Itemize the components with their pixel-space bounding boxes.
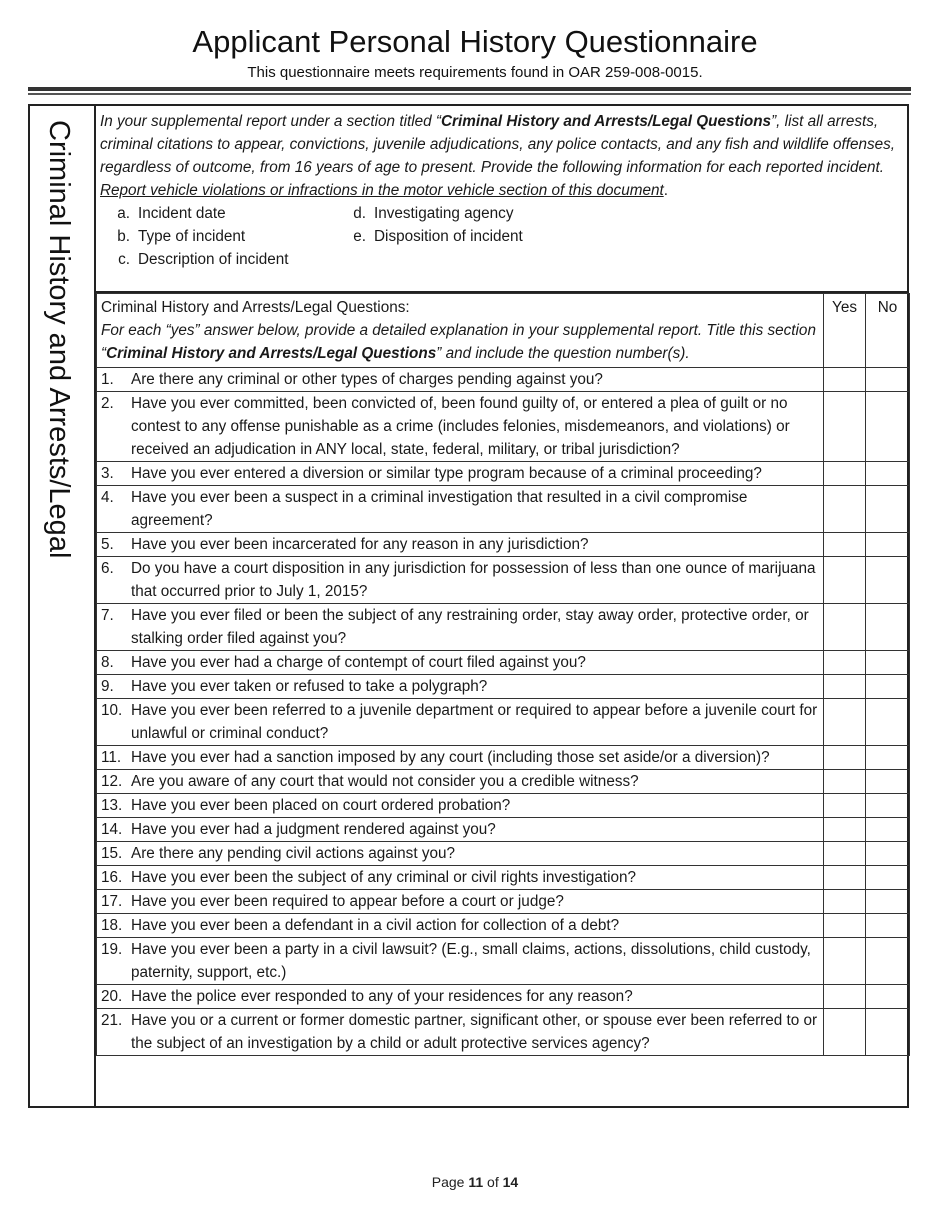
info-item-list (100, 202, 903, 271)
question-content (101, 746, 819, 769)
question-cell (97, 794, 824, 818)
questions-table (96, 293, 910, 1056)
question-row (97, 604, 910, 651)
question-row (97, 392, 910, 462)
no-answer-cell[interactable] (866, 533, 910, 557)
no-answer-cell[interactable] (866, 866, 910, 890)
question-text: Are you aware of any court that would not consider you a credible witness? (131, 773, 639, 790)
yes-answer-cell[interactable] (824, 746, 866, 770)
question-row (97, 368, 910, 392)
yes-answer-cell[interactable] (824, 675, 866, 699)
page-footer (0, 1174, 950, 1190)
info-items-right (336, 202, 572, 271)
no-answer-cell[interactable] (866, 557, 910, 604)
page-title: Applicant Personal History Questionnaire (192, 24, 758, 59)
question-text: Have you ever been a party in a civil lawsuit? (E.g., small claims, actions, dissolutions, child custody, paternity, support, etc.) (131, 941, 811, 981)
question-number: 18. (101, 917, 123, 934)
section-side-panel (30, 106, 96, 1106)
question-text: Are there any pending civil actions against you? (131, 845, 455, 862)
question-content (101, 770, 819, 793)
info-item-text: Incident date (138, 205, 226, 222)
question-cell (97, 368, 824, 392)
no-answer-cell[interactable] (866, 675, 910, 699)
yes-answer-cell[interactable] (824, 866, 866, 890)
question-content (101, 938, 819, 984)
question-number: 7. (101, 607, 114, 624)
question-content (101, 842, 819, 865)
yes-answer-cell[interactable] (824, 842, 866, 866)
question-row (97, 675, 910, 699)
yes-answer-cell[interactable] (824, 938, 866, 985)
question-cell (97, 533, 824, 557)
question-content (101, 866, 819, 889)
no-answer-cell[interactable] (866, 818, 910, 842)
question-row (97, 890, 910, 914)
question-row (97, 486, 910, 533)
question-cell (97, 818, 824, 842)
header-instr-bold: Criminal History and Arrests/Legal Questions (106, 345, 437, 362)
yes-answer-cell[interactable] (824, 462, 866, 486)
questions-header-cell (97, 294, 824, 368)
question-row (97, 938, 910, 985)
no-answer-cell[interactable] (866, 368, 910, 392)
questions-header-title: Criminal History and Arrests/Legal Questions: (101, 299, 410, 316)
no-answer-cell[interactable] (866, 699, 910, 746)
question-text: Have you ever been the subject of any criminal or civil rights investigation? (131, 869, 637, 886)
question-text: Have you ever taken or refused to take a polygraph? (131, 678, 488, 695)
page-header (0, 22, 950, 82)
page-subtitle: This questionnaire meets requirements found in OAR 259-008-0015. (247, 64, 703, 81)
question-cell (97, 651, 824, 675)
question-number: 4. (101, 489, 114, 506)
question-cell (97, 985, 824, 1009)
info-item-letter: b. (117, 228, 130, 245)
no-answer-cell[interactable] (866, 746, 910, 770)
question-row (97, 794, 910, 818)
header-rule-thin (28, 93, 911, 95)
question-row (97, 770, 910, 794)
no-answer-cell[interactable] (866, 462, 910, 486)
questions-header-row (97, 294, 910, 368)
question-content (101, 818, 819, 841)
question-content (101, 675, 819, 698)
question-text: Have you ever entered a diversion or similar type program because of a criminal proceeding? (131, 465, 762, 482)
yes-answer-cell[interactable] (824, 985, 866, 1009)
question-cell (97, 746, 824, 770)
footer-page-word: Page (431, 1174, 469, 1190)
info-item (100, 225, 336, 248)
no-answer-cell[interactable] (866, 842, 910, 866)
no-answer-cell[interactable] (866, 794, 910, 818)
no-answer-cell[interactable] (866, 486, 910, 533)
header-instr-part2: ” and include the question number(s). (436, 345, 690, 362)
question-text: Do you have a court disposition in any jurisdiction for possession of less than one ounce of marijuana that occurred prior to July 1, 2015? (131, 560, 816, 600)
question-cell (97, 770, 824, 794)
question-text: Have you ever been a suspect in a criminal investigation that resulted in a civil compromise agreement? (131, 489, 748, 529)
question-cell (97, 938, 824, 985)
yes-answer-cell[interactable] (824, 604, 866, 651)
question-number: 21. (101, 1012, 123, 1029)
no-answer-cell[interactable] (866, 770, 910, 794)
question-number: 14. (101, 821, 123, 838)
no-answer-cell[interactable] (866, 604, 910, 651)
question-number: 17. (101, 893, 123, 910)
question-cell (97, 557, 824, 604)
header-instr-part1: For each “yes” answer below, provide a detailed explanation in your supplemental report. Title this section “ (101, 322, 816, 362)
question-content (101, 914, 819, 937)
question-number: 12. (101, 773, 123, 790)
intro-section-title: Criminal History and Arrests/Legal Questions (440, 113, 772, 130)
question-text: Have you or a current or former domestic partner, significant other, or spouse ever been referred to or the subject of an investigation by a child or adult protective services agency? (131, 1012, 818, 1052)
question-text: Have you ever filed or been the subject of any restraining order, stay away order, protective order, or stalking order filed against you? (131, 607, 809, 647)
yes-answer-cell[interactable] (824, 557, 866, 604)
no-answer-cell[interactable] (866, 985, 910, 1009)
yes-answer-cell[interactable] (824, 699, 866, 746)
question-cell (97, 462, 824, 486)
yes-answer-cell[interactable] (824, 1009, 866, 1056)
info-item-letter: a. (117, 205, 130, 222)
question-text: Have you ever had a sanction imposed by any court (including those set aside/or a diversion)? (131, 749, 770, 766)
question-content (101, 557, 819, 603)
intro-text (100, 110, 903, 202)
info-item-text: Description of incident (138, 251, 289, 268)
no-answer-cell[interactable] (866, 890, 910, 914)
yes-answer-cell[interactable] (824, 486, 866, 533)
question-row (97, 746, 910, 770)
footer-page-number: 11 (468, 1174, 484, 1190)
question-text: Are there any criminal or other types of charges pending against you? (131, 371, 603, 388)
no-answer-cell[interactable] (866, 938, 910, 985)
yes-answer-cell[interactable] (824, 651, 866, 675)
question-cell (97, 890, 824, 914)
question-number: 5. (101, 536, 114, 553)
info-item-letter: d. (353, 205, 366, 222)
question-number: 9. (101, 678, 114, 695)
question-number: 16. (101, 869, 123, 886)
question-row (97, 818, 910, 842)
section-side-label: Criminal History and Arrests/Legal (43, 120, 75, 559)
question-number: 11. (101, 749, 122, 766)
question-number: 10. (101, 702, 123, 719)
question-content (101, 985, 819, 1008)
question-row (97, 1009, 910, 1056)
criminal-history-form (28, 104, 909, 1108)
intro-instructions (96, 106, 907, 293)
question-number: 19. (101, 941, 123, 958)
intro-part1: In your supplemental report under a section titled “ (100, 113, 441, 130)
question-content (101, 794, 819, 817)
question-text: Have you ever had a charge of contempt of court filed against you? (131, 654, 586, 671)
question-number: 2. (101, 395, 114, 412)
question-cell (97, 604, 824, 651)
info-item (100, 248, 336, 271)
no-answer-cell[interactable] (866, 392, 910, 462)
question-number: 3. (101, 465, 114, 482)
question-row (97, 842, 910, 866)
question-number: 8. (101, 654, 114, 671)
yes-answer-cell[interactable] (824, 533, 866, 557)
yes-answer-cell[interactable] (824, 794, 866, 818)
question-cell (97, 1009, 824, 1056)
question-content (101, 890, 819, 913)
question-text: Have you ever committed, been convicted of, been found guilty of, or entered a plea of guilt or no contest to any offense punishable as a crime (includes felonies, misdemeanors, and violations) or received an adjudication in ANY local, state, federal, military, or tribal jurisdiction? (131, 395, 790, 458)
footer-of-word: of (483, 1174, 503, 1190)
info-item-letter: c. (118, 251, 130, 268)
info-item-text: Investigating agency (374, 205, 514, 222)
info-item-letter: e. (353, 228, 366, 245)
header-rule-thick (28, 87, 911, 91)
yes-answer-cell[interactable] (824, 392, 866, 462)
question-text: Have you ever had a judgment rendered against you? (131, 821, 496, 838)
question-cell (97, 486, 824, 533)
intro-underlined-note: Report vehicle violations or infractions in the motor vehicle section of this document (100, 182, 664, 199)
no-answer-cell[interactable] (866, 914, 910, 938)
no-column-header: No (866, 294, 910, 368)
yes-answer-cell[interactable] (824, 914, 866, 938)
footer-page-total: 14 (502, 1174, 519, 1190)
info-item (100, 202, 336, 225)
info-items-left (100, 202, 336, 271)
yes-answer-cell[interactable] (824, 368, 866, 392)
question-content (101, 1009, 819, 1055)
question-row (97, 533, 910, 557)
info-item (336, 225, 572, 248)
question-text: Have you ever been required to appear before a court or judge? (131, 893, 564, 910)
question-number: 13. (101, 797, 123, 814)
question-cell (97, 675, 824, 699)
question-row (97, 866, 910, 890)
question-number: 6. (101, 560, 114, 577)
question-text: Have you ever been incarcerated for any reason in any jurisdiction? (131, 536, 589, 553)
question-cell (97, 392, 824, 462)
question-content (101, 651, 819, 674)
intro-period: . (663, 182, 668, 199)
question-text: Have you ever been a defendant in a civil action for collection of a debt? (131, 917, 620, 934)
info-item (336, 202, 572, 225)
question-text: Have the police ever responded to any of your residences for any reason? (131, 988, 633, 1005)
question-number: 15. (101, 845, 123, 862)
question-row (97, 651, 910, 675)
question-text: Have you ever been referred to a juvenile department or required to appear before a juvenile court for unlawful or criminal conduct? (131, 702, 818, 742)
no-answer-cell[interactable] (866, 651, 910, 675)
question-content (101, 486, 819, 532)
info-item-text: Disposition of incident (374, 228, 523, 245)
question-content (101, 392, 819, 461)
yes-column-header: Yes (824, 294, 866, 368)
question-text: Have you ever been placed on court ordered probation? (131, 797, 511, 814)
yes-answer-cell[interactable] (824, 818, 866, 842)
question-cell (97, 914, 824, 938)
question-cell (97, 842, 824, 866)
question-cell (97, 699, 824, 746)
question-number: 1. (101, 371, 114, 388)
question-content (101, 462, 819, 485)
question-content (101, 368, 819, 391)
info-item-text: Type of incident (138, 228, 246, 245)
yes-answer-cell[interactable] (824, 890, 866, 914)
questions-header-instructions (101, 319, 819, 365)
question-cell (97, 866, 824, 890)
yes-answer-cell[interactable] (824, 770, 866, 794)
question-row (97, 557, 910, 604)
question-content (101, 699, 819, 745)
question-row (97, 462, 910, 486)
question-row (97, 914, 910, 938)
no-answer-cell[interactable] (866, 1009, 910, 1056)
question-number: 20. (101, 988, 123, 1005)
section-content (96, 106, 907, 1106)
intro-part2: ”, list all arrests, criminal citations to appear, convictions, juvenile adjudications, any police contacts, and any fish and wildlife offenses, regardless of outcome, from 16 years of age to present. Provide the following information for each reported incident. (100, 113, 896, 176)
question-row (97, 699, 910, 746)
question-content (101, 604, 819, 650)
question-content (101, 533, 819, 556)
question-row (97, 985, 910, 1009)
